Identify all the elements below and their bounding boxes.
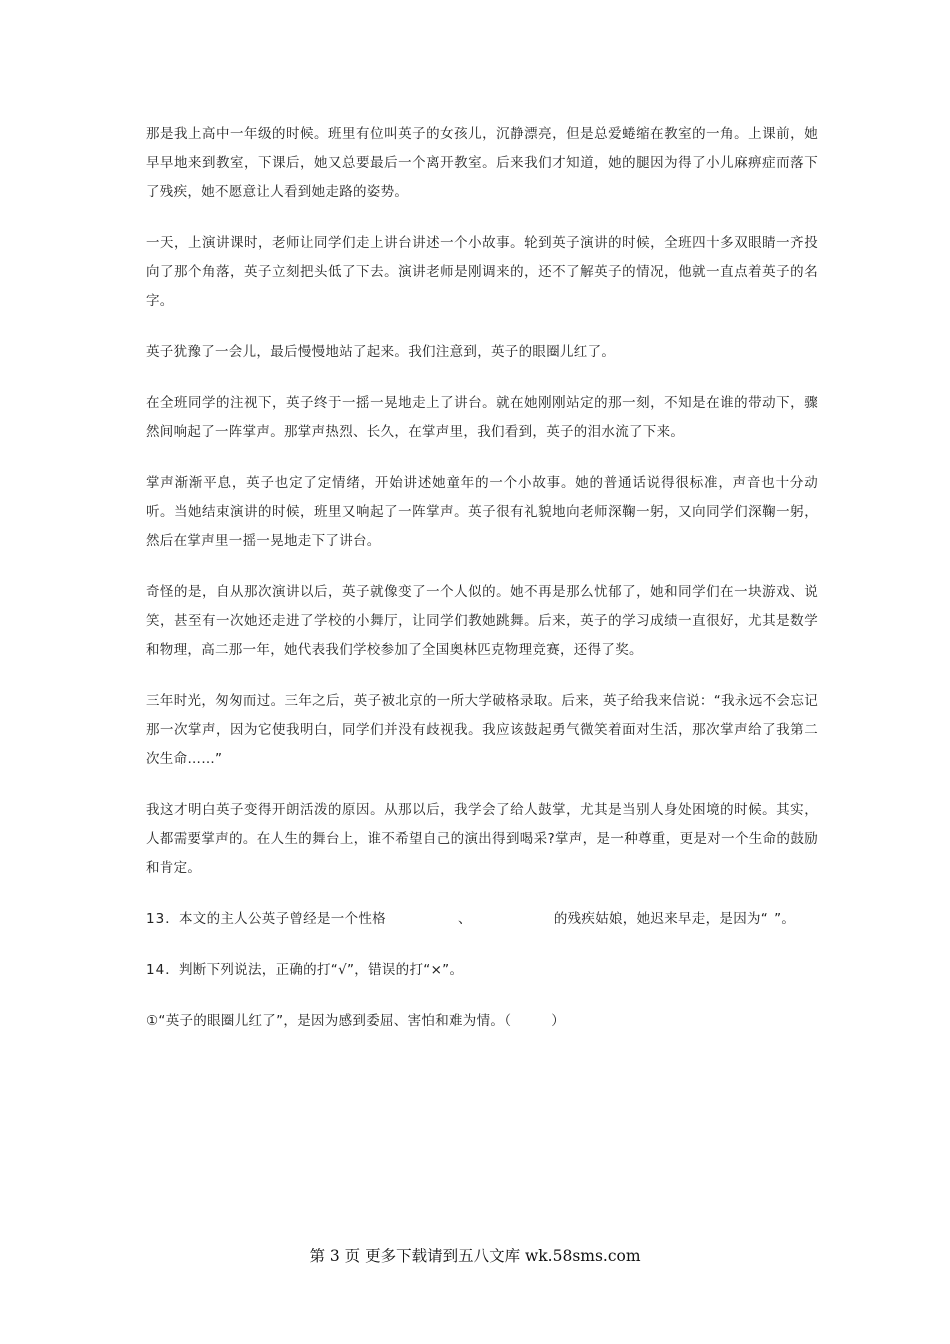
article-body [146, 120, 818, 1058]
question-13-text-b: 的残疾姑娘，她迟来早走，是因为“ [553, 911, 769, 927]
paragraph-1: 那是我上高中一年级的时候。班里有位叫英子的女孩儿，沉静漂亮，但是总爱蜷缩在教室的一角。上课前，她早早地来到教室，下课后，她又总要最后一个离开教室。后来我们才知道，她的腿因为得了小儿麻痹症而落下了残疾，她不愿意让人看到她走路的姿势。 [146, 126, 818, 200]
question-13-number: 13 [146, 911, 166, 927]
question-13 [146, 905, 818, 934]
question-13-separator: 、 [458, 911, 472, 927]
paragraph-2: 一天，上演讲课时，老师让同学们走上讲台讲述一个小故事。轮到英子演讲的时候，全班四十多双眼睛一齐投向了那个角落，英子立刻把头低了下去。演讲老师是刚调来的，还不了解英子的情况，他就一直点着英子的名字。 [146, 235, 818, 309]
paragraph-5: 掌声渐渐平息，英子也定了定情绪，开始讲述她童年的一个小故事。她的普通话说得很标准，声音也十分动听。当她结束演讲的时候，班里又响起了一阵掌声。英子很有礼貌地向老师深鞠一躬，又向同学们深鞠一躬，然后在掌声里一摇一晃地走下了讲台。 [146, 475, 818, 549]
answer-paren-close: ） [551, 1013, 566, 1029]
paragraph-7: 三年时光，匆匆而过。三年之后，英子被北京的一所大学破格录取。后来，英子给我来信说：“我永远不会忘记那一次掌声，因为它使我明白，同学们并没有歧视我。我应该鼓起勇气微笑着面对生活，那次掌声给了我第二次生命……” [146, 693, 818, 767]
question-14-item-1-text: ①“英子的眼圈儿红了”，是因为感到委屈、害怕和难为情。 [146, 1013, 505, 1029]
question-13-text-c: ”。 [774, 911, 796, 927]
paragraph-6: 奇怪的是，自从那次演讲以后，英子就像变了一个人似的。她不再是那么忧郁了，她和同学们在一块游戏、说笑，甚至有一次她还走进了学校的小舞厅，让同学们教她跳舞。后来，英子的学习成绩一直很好，尤其是数学和物理，高二那一年，她代表我们学校参加了全国奥林匹克物理竞赛，还得了奖。 [146, 584, 818, 658]
paragraph-8: 我这才明白英子变得开朗活泼的原因。从那以后，我学会了给人鼓掌，尤其是当别人身处困境的时候。其实，人都需要掌声的。在人生的舞台上，谁不希望自己的演出得到喝采?掌声，是一种尊重，更是对一个生命的鼓励和肯定。 [146, 802, 818, 876]
question-14-number: 14 [146, 962, 166, 978]
question-14-item-1 [146, 1007, 818, 1036]
page-footer: 第 3 页 更多下载请到五八文库 wk.58sms.com [309, 1247, 641, 1265]
paragraph-4: 在全班同学的注视下，英子终于一摇一晃地走上了讲台。就在她刚刚站定的那一刻，不知是在谁的带动下，骤然间响起了一阵掌声。那掌声热烈、长久，在掌声里，我们看到，英子的泪水流了下来。 [146, 395, 818, 440]
question-13-text-a: ．本文的主人公英子曾经是一个性格 [165, 911, 386, 927]
paragraph-3: 英子犹豫了一会儿，最后慢慢地站了起来。我们注意到，英子的眼圈儿红了。 [146, 344, 616, 360]
question-14-text: ．判断下列说法，正确的打“√”，错误的打“×”。 [165, 962, 464, 978]
question-14 [146, 956, 818, 985]
answer-paren-open: （ [504, 1013, 512, 1029]
